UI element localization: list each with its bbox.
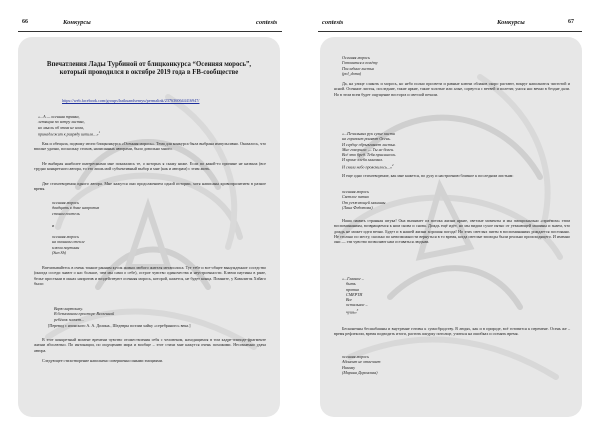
haiku-line: От уезжающей машины <box>342 199 386 205</box>
haiku-three <box>342 189 385 210</box>
article-title <box>32 61 266 77</box>
haiku-author: (pol_doma) <box>342 70 362 76</box>
poem-line: И сердце обрызгивает листья. <box>342 141 396 147</box>
quoted-haiku <box>54 306 114 322</box>
haiku-line: осенняя морось <box>52 234 79 239</box>
right-paragraph-4: Бесконечны бесшабашны и внутренне готовы к сумасбродству. В людях, как и в природе, всё готовится к перемене. Осень же – время рефлексии, время подводить итоги, растить шкурку потолще, учиться на ошибках и осенять время. <box>334 326 570 337</box>
right-page-content <box>320 37 582 417</box>
poem-line: остальное – <box>346 302 368 308</box>
paragraph-1: Как и обещала, подвожу итоги блицконкурса «Осенняя морось». Тема для конкурса была выбрана импульсивно. Оказалось, что вполне удачно, поскольку стихов, написанных авторами, было довольно много. <box>34 141 266 152</box>
paragraph-3: Две стихотворения одного автора. Мне кажутся они продолжением одной истории, хотя написаны кровопролитием в разное время. <box>34 181 266 192</box>
right-running-title: contests <box>322 19 344 26</box>
epigraph-line: «...А — осенняя травка, <box>38 114 80 119</box>
poem-line: на горизонт роняют Осень. <box>342 136 391 142</box>
haiku-line: Никому <box>342 364 356 370</box>
poem-line: И кроме хлеба миновал. <box>342 157 384 163</box>
poem-line: Все <box>346 297 353 303</box>
quoted-poem <box>342 131 396 169</box>
poem-line: Мне говорили: — Ты не болен. <box>342 146 395 152</box>
article-title-line1: Впечатления Лады Турбиной от блицконкурса “Осенняя морось”, <box>46 61 252 68</box>
haiku-line: осенняя морось <box>342 354 369 359</box>
right-paragraph-1: Да, на улице слякоть и морось, но небо полно просвети и равные ключи облаков скоро растают, вокруг наполнится чистотой и ясной. Осенние листья, последние, такие яркие, такие золотые или алые, сорвутся с ветвей и полетят, унося нас вечно в бездне дали. Но в этом всем будет ощущение восторга и светлой печали. <box>334 81 570 97</box>
haiku-line: Абонент не отвечает <box>342 359 381 365</box>
haiku-line: Последние листья <box>342 65 374 71</box>
right-paragraph-2: И еще одно стихотворение, как мне кажется, по духу и настроению близкое к последним листьям: <box>342 173 514 178</box>
poem-line: против <box>346 286 359 292</box>
haiku-line: осенняя морось <box>52 200 79 205</box>
poem-line: СМЕРТИ <box>346 291 363 297</box>
footnote-mark: 3 <box>356 307 359 312</box>
haiku-end <box>342 354 380 375</box>
epigraph-line: летящая по ветру листва, <box>38 119 85 125</box>
haiku-line: на оконном стекле <box>52 239 85 245</box>
poem-line: И сняли небо прояснилось...» <box>342 164 393 170</box>
right-section-title: Конкурсы <box>497 19 525 26</box>
poem-line: «...Главное – <box>342 276 364 281</box>
haiku-1 <box>52 200 99 216</box>
haiku-author: (Марина Даренская) <box>342 369 378 375</box>
quote-source: [Перевод с японского А. А. Долина., Шедевры поэзии хайку «серебряного» века.] <box>48 323 191 328</box>
article-title-line2: который проводился в октябре 2019 года в FB-сообществе <box>59 69 239 76</box>
right-page-number: 67 <box>568 19 574 25</box>
haiku-line: осенняя морось <box>342 189 369 194</box>
haiku-line: Светлое пятно <box>342 194 369 200</box>
ladder-poem <box>342 276 368 314</box>
paragraph-4: Впечатывайтесь в очень тонкие ранним кусок жизни любого жителя мегаполиса. Тут тебе и все-общее вынужденное соседство (иногда соседи знают о нас больше, чем мы сами о себе), острое чувство одиночества и неустроенности. Ключи паутины в раме, белье простыни в окнах напротив и воздействуют осенняя морось, которой, кажется, не будет конца. Помните, у Кавалитэк Хэйаго было: <box>34 265 266 286</box>
haiku-line: Готовятся к полёту <box>342 60 378 66</box>
quote-line: ребёнок плачет... <box>54 316 85 322</box>
haiku-author: (Sun Sh) <box>52 249 66 255</box>
paragraph-2: Не выбирая наиболее интересными мне показались те, о которых я скажу ниже. Если по какой-то причине не назвала (все трудно конкретного автора, то это лишь мой субъективный выбор и мне (как и авторам) с этим жить. <box>34 161 266 172</box>
quote-line: Варю картошку. <box>54 306 83 311</box>
facebook-group-link[interactable]: https://web.facebook.com/groups/haikuandsenryu/permalink/2376360644416947/ <box>62 98 200 103</box>
haiku-author: (Лана Федотова) <box>342 204 373 210</box>
haiku-line: стояли постель <box>52 210 80 216</box>
left-running-title: contests <box>256 19 278 26</box>
haiku-top <box>342 55 378 76</box>
poem-line: Всё это бред. Тебя приснилось. <box>342 152 397 158</box>
footnote-mark: 2 <box>392 162 394 167</box>
left-page-content <box>18 37 280 417</box>
haiku-line: ключи паутины <box>52 244 80 250</box>
epigraph-line: принадлежит к разряду штиля…» <box>38 131 99 137</box>
right-header-rule <box>318 31 582 32</box>
haiku-2 <box>52 234 85 255</box>
paragraph-6: Следующее стихотворение наполнено совершенно иными эмоциями. <box>42 358 163 363</box>
haiku-line: Осенняя морось <box>342 55 370 60</box>
left-section-title: Конкурсы <box>63 19 91 26</box>
epigraph-poem <box>38 114 100 137</box>
epigraph-line: но мысль об этом не нова, <box>38 124 85 130</box>
poem-line: быть <box>346 281 356 287</box>
right-paragraph-3: Наша память странная штука! Она вызывает из потока жизни яркие, светлые моменты и мы эмоционально «приёмом» этим воспоминаниям, возвращаемся к ним снова и снова. Дождь ещё идёт, но мы видим сухое пятно от уезжающей машины и знаем, что дождь не может идти вечно. Будет и в нашей жизни хорошая погода! Но этих светлых пятен в воспоминаниях рождается постоянно. Не столько по месту, сколько по невозможности вернуться в то время, когда светлые эпизоды были реально происходящего. И именно они — эти чувство позволяют нам оставаться людьми. <box>334 218 570 245</box>
left-page-number: 66 <box>22 19 28 25</box>
haiku-line: двадцать в доме напротив <box>52 205 100 211</box>
poem-line: чушь» <box>346 309 357 315</box>
quote-line: В безмолвном просторе Вселенной <box>54 311 115 317</box>
running-header <box>0 0 600 34</box>
left-header-rule <box>18 31 282 32</box>
right-page <box>320 37 582 417</box>
footnote-mark: 1 <box>98 129 101 134</box>
poem-line: «...Печальных рук сухие кисти <box>342 131 395 136</box>
left-page <box>18 37 280 417</box>
paragraph-5: В этот конкретный момент времени чувство отожествления себя с человеком, находящимся в том кадре-эпизоде-фрагменте жизни абсолютно. По интонации, по ощущению мира и вообще – этот стихи мне кажутся очень похожими. Несомненно удача автора. <box>34 337 266 353</box>
haiku-separator: и <box>52 223 55 228</box>
